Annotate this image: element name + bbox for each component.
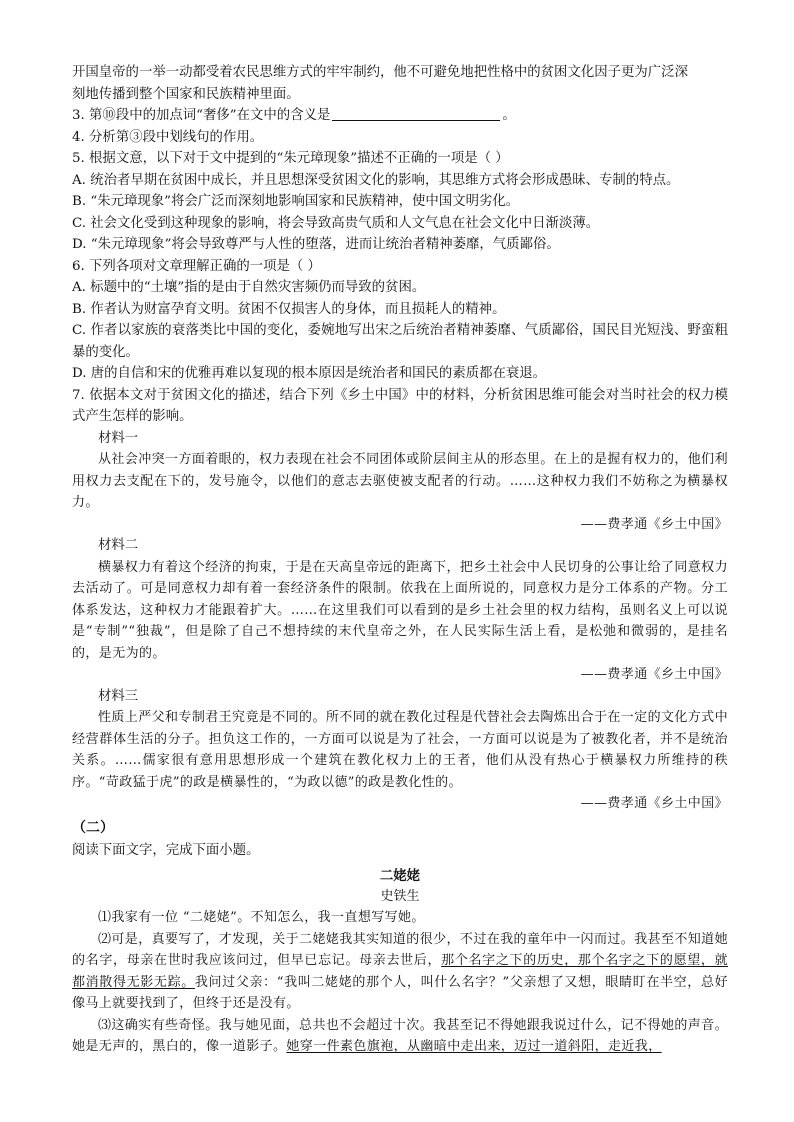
story-paragraph-1: ⑴我家有一位 “二姥姥”。不知怎么，我一直想写写她。 [98, 910, 425, 925]
question-6-option-c: C. 作者以家族的衰落类比中国的变化，委婉地写出宋之后统治者精神萎靡、气质鄙俗，国民目光短浅、野蛮粗暴的变化。 [72, 323, 728, 360]
material-1-title: 材料一 [98, 430, 139, 446]
intro-line-2: 刻地传播到整个国家和民族精神里面。 [72, 86, 300, 102]
question-6-option-b: B. 作者认为财富孕育文明。贫困不仅损害人的身体，而且损耗人的精神。 [72, 301, 506, 317]
question-5-option-b: B. “朱元璋现象”将会广泛而深刻地影响国家和民族精神，使中国文明劣化。 [72, 194, 520, 209]
story-paragraph-2 [72, 929, 728, 1015]
question-6-option-d: D. 唐的自信和宋的优雅再难以复现的根本原因是统治者和国民的素质都在衰退。 [72, 366, 547, 381]
material-2-text: 横暴权力有着这个经济的拘束，于是在天高皇帝远的距离下，把乡土社会中人民切身的公事让给了同意权力去活动了。可是同意权力却有着一套经济条件的限制。依我在上面所说的，同意权力是分工体系的产物。分工体系发达，这种权力才能跟着扩大。……在这里我们可以看到的是乡土社会里的权力结构，虽则名义上可以说是“专制”“独裁”，但是除了自己不想持续的末代皇帝之外，在人民实际生活上看，是松弛和微弱的，是挂名的，是无为的。 [72, 559, 728, 661]
question-5-option-c: C. 社会文化受到这种现象的影响，将会导致高贵气质和人文气息在社会文化中日渐淡薄。 [72, 215, 600, 231]
story-title: 二姥姥 [379, 868, 421, 884]
question-7: 7. 依据本文对于贫困文化的描述，结合下列《乡土中国》中的材料，分析贫困思维可能会对当时社会的权力模式产生怎样的影响。 [72, 387, 728, 424]
material-1-source: ——费孝通《乡土中国》 [580, 516, 728, 532]
question-3-text: 3. 第⑩段中的加点词“奢侈”在文中的含义是 [72, 108, 331, 123]
story-paragraph-2-a: ⑵可是，真要写了，才发现，关于二姥姥我其实知道的很少，不过在我的童年中一闪而过。我甚至不知道她的名字，母亲在世时我应该问过，但早已忘记。母亲去世后， [72, 931, 728, 968]
material-3-source: ——费孝通《乡土中国》 [580, 796, 728, 811]
underlined-sentence-1: 那个名字之下的历史，那个名字之下的愿望，就都消散得无影无踪。 [72, 953, 728, 990]
material-2-source: ——费孝通《乡土中国》 [580, 667, 728, 682]
question-3 [72, 105, 728, 127]
story-paragraph-2-b: 我问过父亲：“我叫二姥姥的那个人，叫什么名字？”父亲想了又想，眼睛盯在半空，总好像马上就要找到了，但终于还是没有。 [72, 974, 728, 1011]
question-5-stem: 5. 根据文意，以下对于文中提到的“朱元璋现象”描述不正确的一项是（ ） [72, 151, 509, 166]
answer-blank[interactable] [332, 106, 500, 121]
story-paragraph-3-a: ⑶这确实有些奇怪。我与她见面，总共也不会超过十次。我甚至记不得她跟我说过什么，记不得她的声音。她是无声的，黑白的，像一道影子。 [72, 1017, 728, 1054]
section-2-instruction: 阅读下面文字，完成下面小题。 [72, 842, 260, 858]
question-3-end: 。 [502, 108, 516, 123]
material-3-title: 材料三 [98, 688, 139, 704]
material-1-text: 从社会冲突一方面着眼的，权力表现在社会不同团体或阶层间主从的形态里。在上的是握有权力的，他们利用权力去支配在下的，发号施令，以他们的意志去驱使被支配者的行动。……这种权力我们不妨称之为横暴权力。 [72, 452, 728, 510]
question-5-option-a: A. 统治者早期在贫困中成长，并且思想深受贫困文化的影响，其思维方式将会形成愚昧、专制的特点。 [72, 172, 680, 188]
story-paragraph-3 [72, 1015, 728, 1058]
story-author: 史铁生 [380, 889, 420, 904]
document-page [72, 62, 728, 1058]
underlined-sentence-2: 她穿一件素色旗袍，从幽暗中走出来，迈过一道斜阳，走近我， [286, 1039, 662, 1054]
intro-line-1: 开国皇帝的一举一动都受着农民思维方式的牢牢制约，他不可避免地把性格中的贫困文化因子更为广泛深 [72, 65, 688, 80]
question-6-stem: 6. 下列各项对文章理解正确的一项是（ ） [72, 258, 321, 274]
question-5-option-d: D. “朱元璋现象”将会导致尊严与人性的堕落，进而让统治者精神萎靡，气质鄙俗。 [72, 237, 560, 252]
question-6-option-a: A. 标题中的“土壤”指的是由于自然灾害频仍而导致的贫困。 [72, 280, 426, 295]
material-3-text: 性质上严父和专制君王究竟是不同的。所不同的就在教化过程是代替社会去陶炼出合于在一定的文化方式中经营群体生活的分子。担负这工作的，一方面可以说是为了社会，一方面可以说是为了被教化者，并不是统治关系。……儒家很有意用思想形成一个建筑在教化权力上的王者，他们从没有热心于横暴权力所维持的秩序。“苛政猛于虎”的政是横暴性的，“为政以德”的政是教化性的。 [72, 710, 728, 790]
material-2-title: 材料二 [98, 538, 139, 553]
question-4: 4. 分析第③段中划线句的作用。 [72, 129, 264, 145]
section-2-heading: （二） [72, 819, 114, 836]
